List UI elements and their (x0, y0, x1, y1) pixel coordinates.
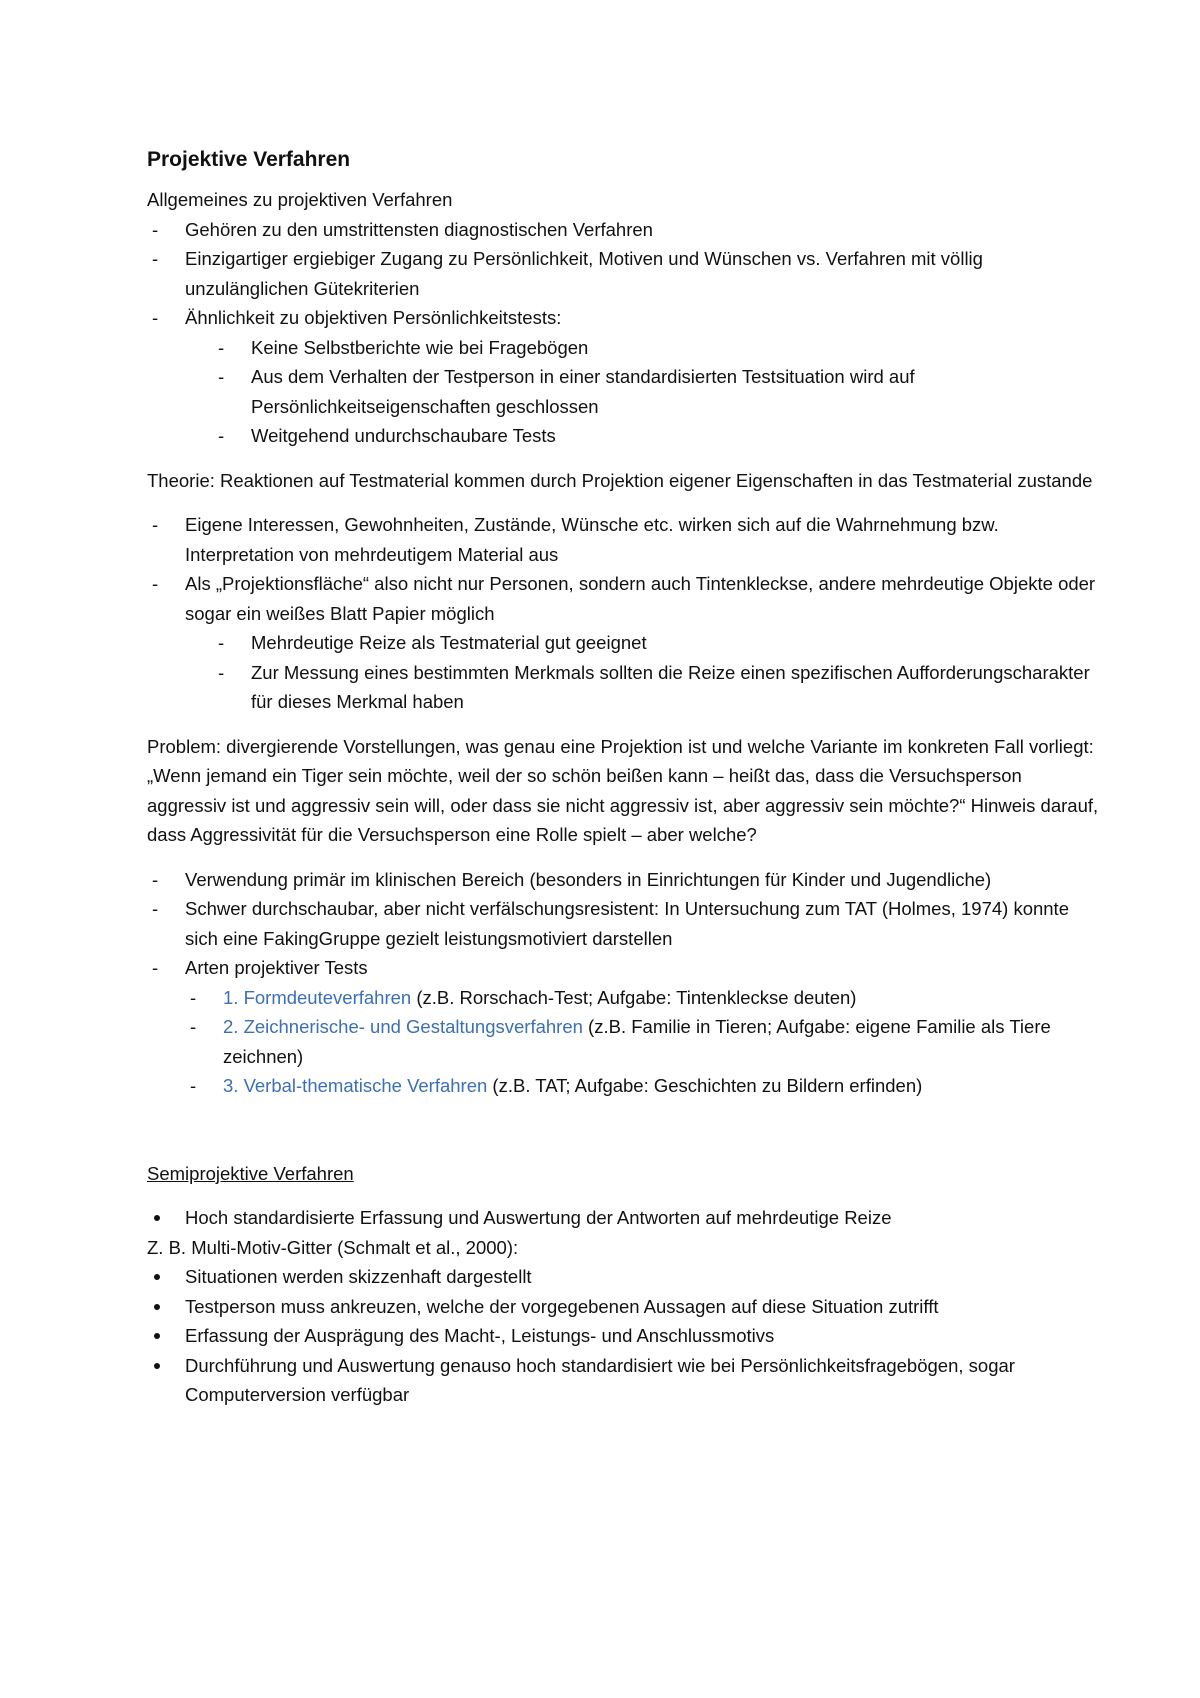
list-item: - Eigene Interessen, Gewohnheiten, Zustände, Wünsche etc. wirken sich auf die Wahrnehmung bzw. Interpretation von mehrdeutigem Material aus (147, 510, 1100, 569)
list-item (147, 303, 1100, 451)
bullet-item: Erfassung der Ausprägung des Macht-, Leistungs- und Anschlussmotivs (147, 1321, 1100, 1351)
semi-bullets-2 (147, 1262, 1100, 1410)
test-type-label: 3. Verbal-thematische Verfahren (223, 1075, 488, 1096)
test-type-desc: (z.B. Familie in Tieren; Aufgabe: eigene Familie als Tiere zeichnen) (223, 1016, 1051, 1067)
semi-bullets-1 (147, 1203, 1100, 1233)
theory-paragraph: Theorie: Reaktionen auf Testmaterial kommen durch Projektion eigener Eigenschaften in das Testmaterial zustande (147, 469, 1093, 491)
list-item-text: Ähnlichkeit zu objektiven Persönlichkeitstests: (185, 307, 562, 328)
problem-paragraph: Problem: divergierende Vorstellungen, was genau eine Projektion ist und welche Variante im konkreten Fall vorliegt: „Wenn jemand ein Tiger sein möchte, weil der so schön beißen kann – heißt das, dass die Versuchsperson aggressiv ist und aggressiv sein will, oder dass sie nicht aggressiv ist, aber aggressiv sein möchte?“ Hinweis darauf, dass Aggressivität für die Versuchsperson eine Rolle spielt – aber welche? (147, 735, 1099, 845)
general-list (147, 215, 1100, 451)
sub-list-item: - Keine Selbstberichte wie bei Fragebögen (213, 333, 1100, 363)
list-item-text: Als „Projektionsfläche“ also nicht nur Personen, sondern auch Tintenkleckse, andere mehrdeutige Objekte oder sogar ein weißes Blatt Papier möglich (185, 573, 1096, 624)
list-item: - Schwer durchschaubar, aber nicht verfälschungsresistent: In Untersuchung zum TAT (Holmes, 1974) konnte sich eine FakingGruppe gezielt leistungsmotiviert darstellen (147, 894, 1100, 953)
test-type-label: 2. Zeichnerische- und Gestaltungsverfahren (223, 1016, 583, 1037)
sub-list (213, 628, 1100, 717)
list-item: - Einzigartiger ergiebiger Zugang zu Persönlichkeit, Motiven und Wünschen vs. Verfahren mit völlig unzulänglichen Gütekriterien (147, 244, 1100, 303)
list-item: - Verwendung primär im klinischen Bereich (besonders in Einrichtungen für Kinder und Jugendliche) (147, 865, 1100, 895)
list-item: - Gehören zu den umstrittensten diagnostischen Verfahren (147, 215, 1100, 245)
list-item-text: Arten projektiver Tests (185, 957, 368, 978)
list-item (147, 953, 1100, 1101)
test-types-list (185, 983, 1100, 1101)
sub-list (213, 333, 1100, 451)
sub-list-item: - Weitgehend undurchschaubare Tests (213, 421, 1100, 451)
list-item (147, 569, 1100, 717)
test-type-item (185, 1012, 1100, 1071)
test-type-label: 1. Formdeuteverfahren (223, 986, 412, 1008)
test-type-item (185, 983, 1100, 1013)
semi-example: Z. B. Multi-Motiv-Gitter (Schmalt et al., 2000): (147, 1236, 519, 1258)
bullet-item: Testperson muss ankreuzen, welche der vorgegebenen Aussagen auf diese Situation zutrifft (147, 1292, 1100, 1322)
sub-list-item: - Aus dem Verhalten der Testperson in einer standardisierten Testsituation wird auf Persönlichkeitseigenschaften geschlossen (213, 362, 1100, 421)
test-type-desc: (z.B. TAT; Aufgabe: Geschichten zu Bildern erfinden) (487, 1075, 923, 1096)
section-heading-semi: Semiprojektive Verfahren (147, 1162, 354, 1184)
problem-list (147, 865, 1100, 1101)
theory-list (147, 510, 1100, 717)
section-heading-general: Allgemeines zu projektiven Verfahren (147, 189, 453, 210)
bullet-item: Durchführung und Auswertung genauso hoch standardisiert wie bei Persönlichkeitsfragebögen, sogar Computerversion verfügbar (147, 1351, 1100, 1410)
sub-list-item: - Mehrdeutige Reize als Testmaterial gut geeignet (213, 628, 1100, 658)
document-title: Projektive Verfahren (147, 148, 351, 171)
bullet-item: Situationen werden skizzenhaft dargestellt (147, 1262, 1100, 1292)
sub-list-item: - Zur Messung eines bestimmten Merkmals sollten die Reize einen spezifischen Aufforderungscharakter für dieses Merkmal haben (213, 658, 1100, 717)
bullet-item: Hoch standardisierte Erfassung und Auswertung der Antworten auf mehrdeutige Reize (147, 1203, 1100, 1233)
test-type-item (185, 1071, 1100, 1101)
test-type-desc: (z.B. Rorschach-Test; Aufgabe: Tintenkleckse deuten) (411, 986, 857, 1008)
